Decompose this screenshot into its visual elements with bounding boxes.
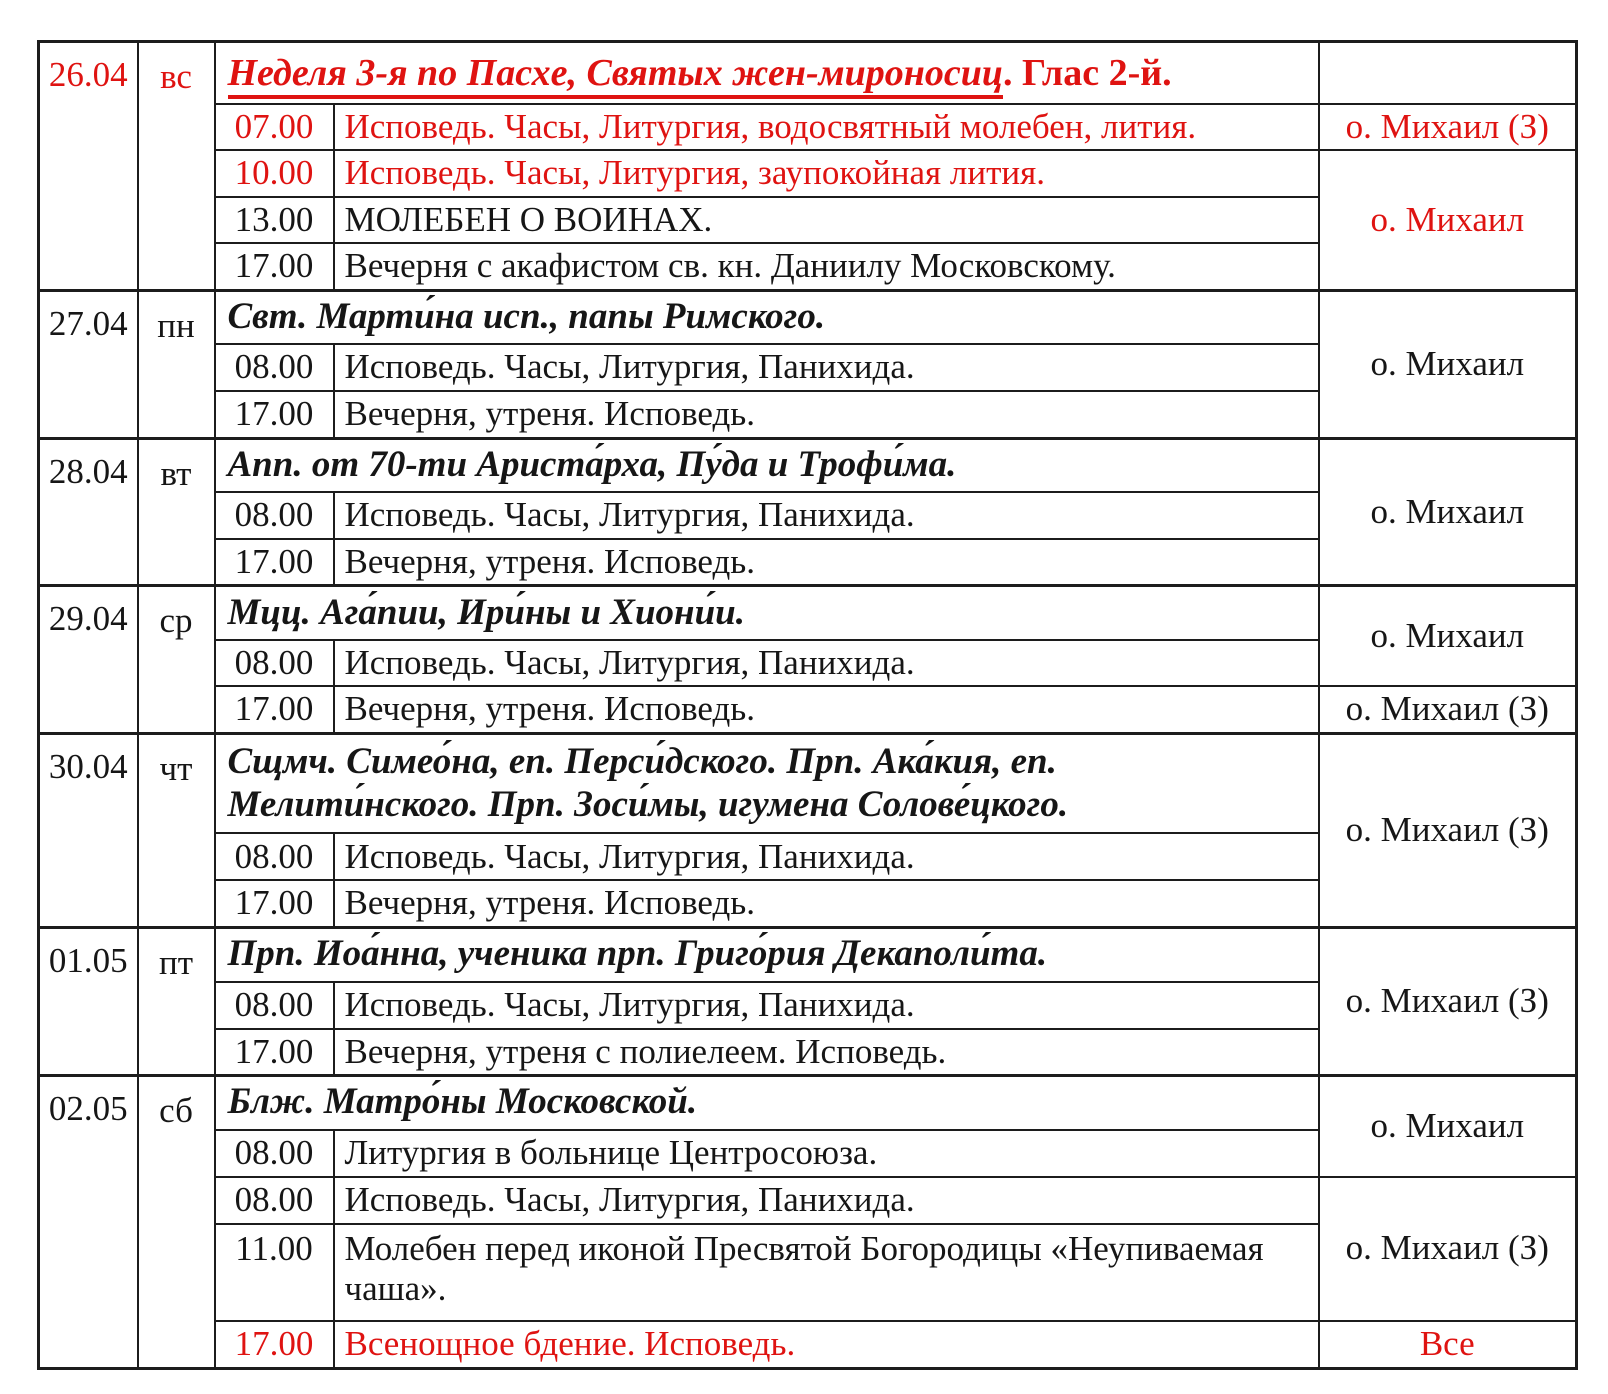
date-cell: 02.05: [39, 1076, 138, 1369]
service-cell: Исповедь. Часы, Литургия, Панихида.: [334, 640, 1319, 687]
service-cell: Вечерня, утреня. Исповедь.: [334, 391, 1319, 438]
service-cell: Вечерня с акафистом св. кн. Даниилу Московскому.: [334, 243, 1319, 290]
priest-cell: о. Михаил (З): [1319, 686, 1577, 733]
priest-cell: о. Михаил: [1319, 1076, 1577, 1177]
service-cell: Вечерня, утреня. Исповедь.: [334, 686, 1319, 733]
date-cell: 29.04: [39, 586, 138, 734]
date-cell: 26.04: [39, 42, 138, 291]
schedule-row: [39, 686, 1577, 733]
date-cell: 27.04: [39, 290, 138, 438]
feast-title: Сщмч. Симео́на, еп. Перси́дского. Прп. Ака́кия, еп. Мелити́нского. Прп. Зоси́мы, игумена Солове́цкого.: [215, 733, 1319, 833]
time-cell: 17.00: [215, 686, 334, 733]
priest-cell: о. Михаил (З): [1319, 928, 1577, 1076]
schedule-row: [39, 1321, 1577, 1369]
day-cell: пт: [138, 928, 215, 1076]
feast-title-main: Неделя 3-я по Пасхе, Святых жен-мироносиц: [228, 52, 1004, 99]
feast-title: Свт. Марти́на исп., папы Римского.: [215, 290, 1319, 344]
date-cell: 01.05: [39, 928, 138, 1076]
feast-title: Апп. от 70-ти Ариста́рха, Пу́да и Трофи́ма.: [215, 438, 1319, 492]
day-cell: ср: [138, 586, 215, 734]
time-cell: 17.00: [215, 880, 334, 927]
time-cell: 08.00: [215, 1177, 334, 1224]
day-cell: пн: [138, 290, 215, 438]
schedule-row: [39, 1076, 1577, 1130]
feast-title: [215, 42, 1319, 104]
schedule-row: [39, 290, 1577, 344]
service-cell: Исповедь. Часы, Литургия, Панихида.: [334, 492, 1319, 539]
time-cell: 17.00: [215, 391, 334, 438]
time-cell: 17.00: [215, 1029, 334, 1076]
priest-cell: о. Михаил: [1319, 150, 1577, 290]
service-cell: Всенощное бдение. Исповедь.: [334, 1321, 1319, 1369]
time-cell: 11.00: [215, 1224, 334, 1321]
priest-cell-empty: [1319, 42, 1577, 104]
feast-title-note: . Глас 2-й.: [1003, 51, 1172, 94]
schedule-row: [39, 1177, 1577, 1224]
service-cell: МОЛЕБЕН О ВОИНАХ.: [334, 197, 1319, 244]
service-cell: Вечерня, утреня с полиелеем. Исповедь.: [334, 1029, 1319, 1076]
schedule-row: [39, 928, 1577, 982]
time-cell: 08.00: [215, 492, 334, 539]
priest-cell: о. Михаил: [1319, 586, 1577, 687]
time-cell: 08.00: [215, 344, 334, 391]
service-cell: Литургия в больнице Центросоюза.: [334, 1130, 1319, 1177]
time-cell: 13.00: [215, 197, 334, 244]
service-cell: Исповедь. Часы, Литургия, Панихида.: [334, 1177, 1319, 1224]
feast-title: Мцц. Ага́пии, Ири́ны и Хиони́и.: [215, 586, 1319, 640]
service-cell: Исповедь. Часы, Литургия, водосвятный молебен, лития.: [334, 104, 1319, 151]
priest-cell: о. Михаил (З): [1319, 1177, 1577, 1321]
service-cell: Исповедь. Часы, Литургия, Панихида.: [334, 344, 1319, 391]
priest-cell: о. Михаил (З): [1319, 733, 1577, 927]
priest-cell: Все: [1319, 1321, 1577, 1369]
day-cell: сб: [138, 1076, 215, 1369]
feast-title: Прп. Иоа́нна, ученика прп. Григо́рия Декаполи́та.: [215, 928, 1319, 982]
time-cell: 08.00: [215, 982, 334, 1029]
priest-cell: о. Михаил: [1319, 438, 1577, 586]
priest-cell: о. Михаил (З): [1319, 104, 1577, 151]
service-cell: Исповедь. Часы, Литургия, Панихида.: [334, 833, 1319, 880]
time-cell: 17.00: [215, 243, 334, 290]
service-cell: Молебен перед иконой Пресвятой Богородицы «Неупиваемая чаша».: [334, 1224, 1319, 1321]
time-cell: 17.00: [215, 539, 334, 586]
time-cell: 10.00: [215, 150, 334, 197]
schedule-row: [39, 150, 1577, 197]
service-cell: Исповедь. Часы, Литургия, Панихида.: [334, 982, 1319, 1029]
date-cell: 30.04: [39, 733, 138, 927]
day-cell: вс: [138, 42, 215, 291]
time-cell: 07.00: [215, 104, 334, 151]
priest-cell: о. Михаил: [1319, 290, 1577, 438]
time-cell: 08.00: [215, 833, 334, 880]
time-cell: 08.00: [215, 640, 334, 687]
service-cell: Вечерня, утреня. Исповедь.: [334, 880, 1319, 927]
time-cell: 08.00: [215, 1130, 334, 1177]
day-cell: чт: [138, 733, 215, 927]
day-cell: вт: [138, 438, 215, 586]
time-cell: 17.00: [215, 1321, 334, 1369]
service-cell: Вечерня, утреня. Исповедь.: [334, 539, 1319, 586]
date-cell: 28.04: [39, 438, 138, 586]
schedule-row: [39, 438, 1577, 492]
service-cell: Исповедь. Часы, Литургия, заупокойная лития.: [334, 150, 1319, 197]
feast-title: Блж. Матро́ны Московской.: [215, 1076, 1319, 1130]
service-schedule-table: [37, 40, 1578, 1370]
schedule-row: [39, 586, 1577, 640]
schedule-row: [39, 104, 1577, 151]
schedule-row: [39, 733, 1577, 833]
schedule-row: [39, 42, 1577, 104]
